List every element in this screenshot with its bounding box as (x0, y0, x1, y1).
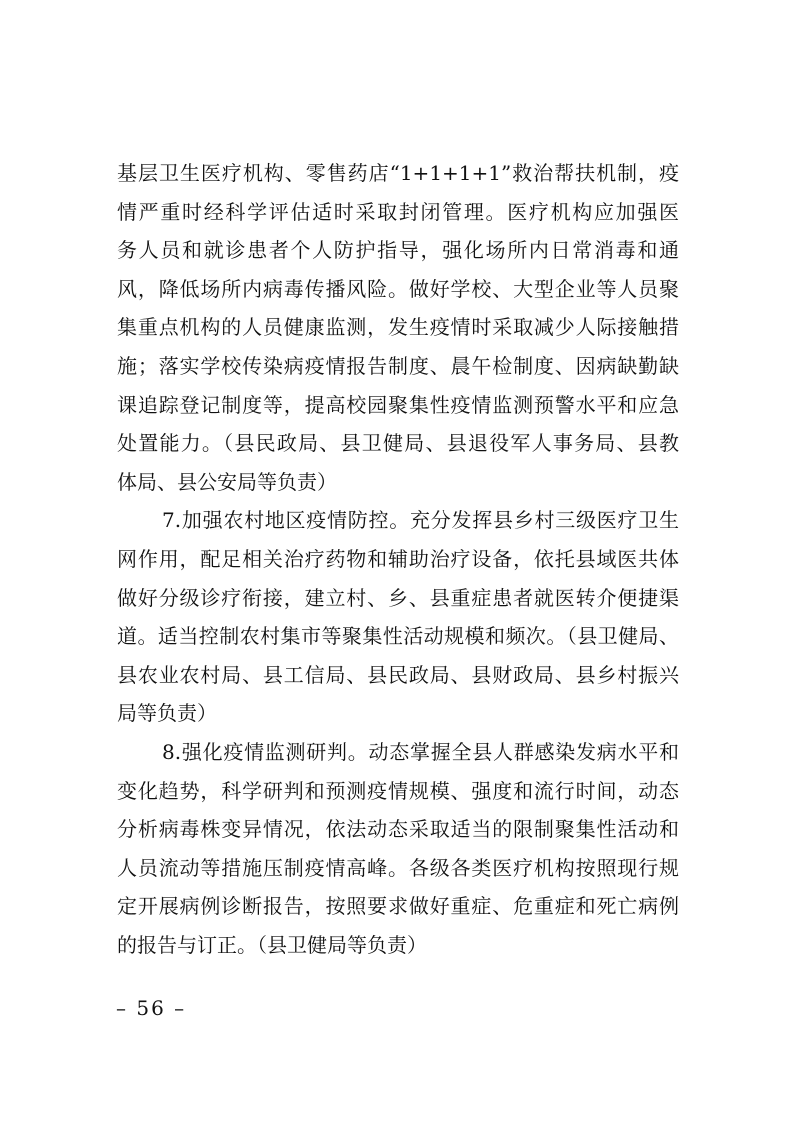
text-line: 情严重时经科学评估适时采取封闭管理。医疗机构应加强医 (117, 199, 679, 224)
text-line: 道。适当控制农村集市等聚集性活动规模和频次。（县卫健局、 (117, 624, 679, 649)
text-line: 定开展病例诊断报告，按照要求做好重症、危重症和死亡病例 (117, 894, 679, 919)
text-line: 的报告与订正。（县卫健局等负责） (117, 932, 427, 957)
body-text (117, 154, 679, 964)
text-line: 处置能力。（县民政局、县卫健局、县退役军人事务局、县教 (117, 431, 679, 456)
text-line: 县农业农村局、县工信局、县民政局、县财政局、县乡村振兴 (117, 662, 679, 687)
text-line: 课追踪登记制度等，提高校园聚集性疫情监测预警水平和应急 (117, 392, 679, 417)
paragraph-continued (117, 154, 679, 501)
text-line: 网作用，配足相关治疗药物和辅助治疗设备，依托县域医共体 (117, 546, 679, 571)
text-line: 集重点机构的人员健康监测，发生疫情时采取减少人际接触措 (117, 315, 679, 340)
text-line: 分析病毒株变异情况，依法动态采取适当的限制聚集性活动和 (117, 817, 679, 842)
paragraph-item-7 (117, 501, 679, 733)
text-line: 施；落实学校传染病疫情报告制度、晨午检制度、因病缺勤缺 (117, 353, 679, 378)
text-line: 体局、县公安局等负责） (117, 469, 337, 494)
text-line: 风，降低场所内病毒传播风险。做好学校、大型企业等人员聚 (117, 276, 679, 301)
text-line: 人员流动等措施压制疫情高峰。各级各类医疗机构按照现行规 (117, 855, 679, 880)
page-number: – 56 – (116, 996, 187, 1020)
paragraph-heading-line: 8.强化疫情监测研判。动态掌握全县人群感染发病水平和 (162, 739, 679, 764)
text-line: 务人员和就诊患者个人防护指导，强化场所内日常消毒和通 (117, 238, 679, 263)
text-line: 局等负责） (117, 701, 217, 726)
paragraph-item-8 (117, 733, 679, 965)
text-line: 变化趋势，科学研判和预测疫情规模、强度和流行时间，动态 (117, 778, 679, 803)
text-line: 做好分级诊疗衔接，建立村、乡、县重症患者就医转介便捷渠 (117, 585, 679, 610)
text-line: 基层卫生医疗机构、零售药店“1+1+1+1”救治帮扶机制，疫 (117, 161, 679, 185)
paragraph-heading-line: 7.加强农村地区疫情防控。充分发挥县乡村三级医疗卫生 (162, 508, 679, 533)
